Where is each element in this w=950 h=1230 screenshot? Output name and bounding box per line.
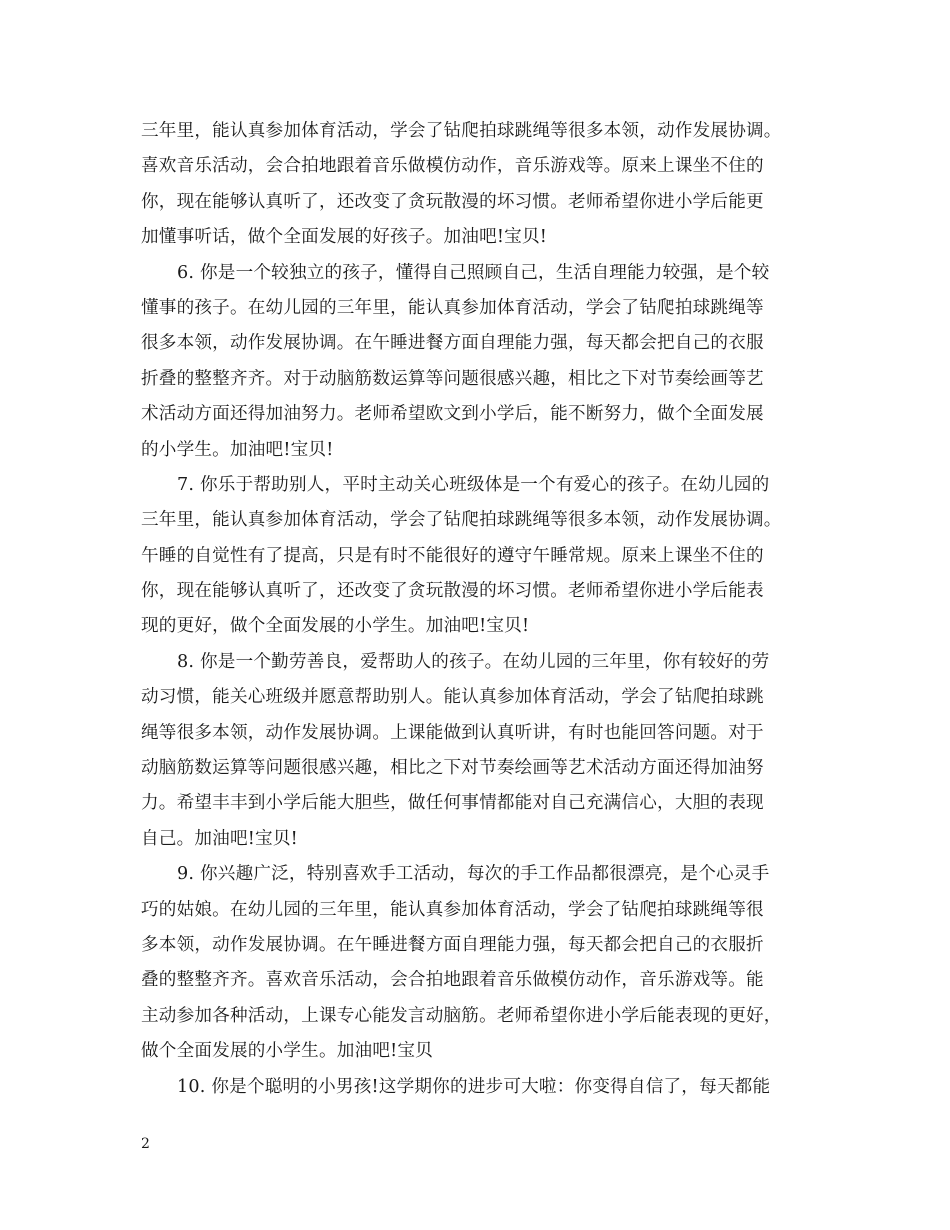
text-line: 自己。加油吧!宝贝! bbox=[141, 828, 298, 849]
text-line: 你，现在能够认真听了，还改变了贪玩散漫的坏习惯。老师希望你进小学后能更 bbox=[141, 191, 764, 212]
paragraph-start-10: 10. 你是个聪明的小男孩!这学期你的进步可大啦：你变得自信了，每天都能 bbox=[177, 1076, 771, 1097]
text-line: 折叠的整整齐齐。对于动脑筋数运算等问题很感兴趣，相比之下对节奏绘画等艺 bbox=[141, 368, 764, 389]
text-line: 动脑筋数运算等问题很感兴趣，相比之下对节奏绘画等艺术活动方面还得加油努 bbox=[141, 758, 764, 779]
text-line: 力。希望丰丰到小学后能大胆些，做任何事情都能对自己充满信心，大胆的表现 bbox=[141, 793, 764, 814]
paragraph-start-7: 7. 你乐于帮助别人，平时主动关心班级体是一个有爱心的孩子。在幼儿园的 bbox=[177, 474, 770, 495]
text-line: 你，现在能够认真听了，还改变了贪玩散漫的坏习惯。老师希望你进小学后能表 bbox=[141, 581, 764, 602]
text-line: 动习惯，能关心班级并愿意帮助别人。能认真参加体育活动，学会了钻爬拍球跳 bbox=[141, 687, 764, 708]
text-line: 多本领，动作发展协调。在午睡进餐方面自理能力强，每天都会把自己的衣服折 bbox=[141, 934, 764, 955]
text-line: 三年里，能认真参加体育活动，学会了钻爬拍球跳绳等很多本领，动作发展协调。 bbox=[141, 121, 782, 141]
text-line: 术活动方面还得加油努力。老师希望欧文到小学后，能不断努力，做个全面发展 bbox=[141, 404, 764, 425]
paragraph-start-9: 9. 你兴趣广泛，特别喜欢手工活动，每次的手工作品都很漂亮，是个心灵手 bbox=[177, 864, 770, 885]
text-line: 绳等很多本领，动作发展协调。上课能做到认真听讲，有时也能回答问题。对于 bbox=[141, 722, 764, 743]
text-line: 三年里，能认真参加体育活动，学会了钻爬拍球跳绳等很多本领，动作发展协调。 bbox=[141, 510, 782, 531]
text-line: 主动参加各种活动，上课专心能发言动脑筋。老师希望你进小学后能表现的更好， bbox=[141, 1005, 782, 1026]
text-line: 叠的整整齐齐。喜欢音乐活动，会合拍地跟着音乐做模仿动作，音乐游戏等。能 bbox=[141, 970, 764, 991]
text-line: 喜欢音乐活动，会合拍地跟着音乐做模仿动作，音乐游戏等。原来上课坐不住的 bbox=[141, 156, 764, 177]
text-line: 巧的姑娘。在幼儿园的三年里，能认真参加体育活动，学会了钻爬拍球跳绳等很 bbox=[141, 899, 764, 920]
text-line: 的小学生。加油吧!宝贝! bbox=[141, 439, 334, 460]
paragraph-start-8: 8. 你是一个勤劳善良，爱帮助人的孩子。在幼儿园的三年里，你有较好的劳 bbox=[177, 651, 770, 672]
text-line: 加懂事听话，做个全面发展的好孩子。加油吧!宝贝! bbox=[141, 227, 548, 248]
text-line: 懂事的孩子。在幼儿园的三年里，能认真参加体育活动，学会了钻爬拍球跳绳等 bbox=[141, 297, 764, 318]
body-text bbox=[141, 114, 813, 1105]
text-line: 现的更好，做个全面发展的小学生。加油吧!宝贝! bbox=[141, 616, 530, 637]
text-line: 做个全面发展的小学生。加油吧!宝贝 bbox=[141, 1041, 433, 1062]
text-line: 午睡的自觉性有了提高，只是有时不能很好的遵守午睡常规。原来上课坐不住的 bbox=[141, 545, 764, 566]
text-line: 很多本领，动作发展协调。在午睡进餐方面自理能力强，每天都会把自己的衣服 bbox=[141, 333, 764, 354]
paragraph-start-6: 6. 你是一个较独立的孩子，懂得自己照顾自己，生活自理能力较强，是个较 bbox=[177, 262, 770, 283]
page-number: 2 bbox=[141, 1136, 150, 1152]
